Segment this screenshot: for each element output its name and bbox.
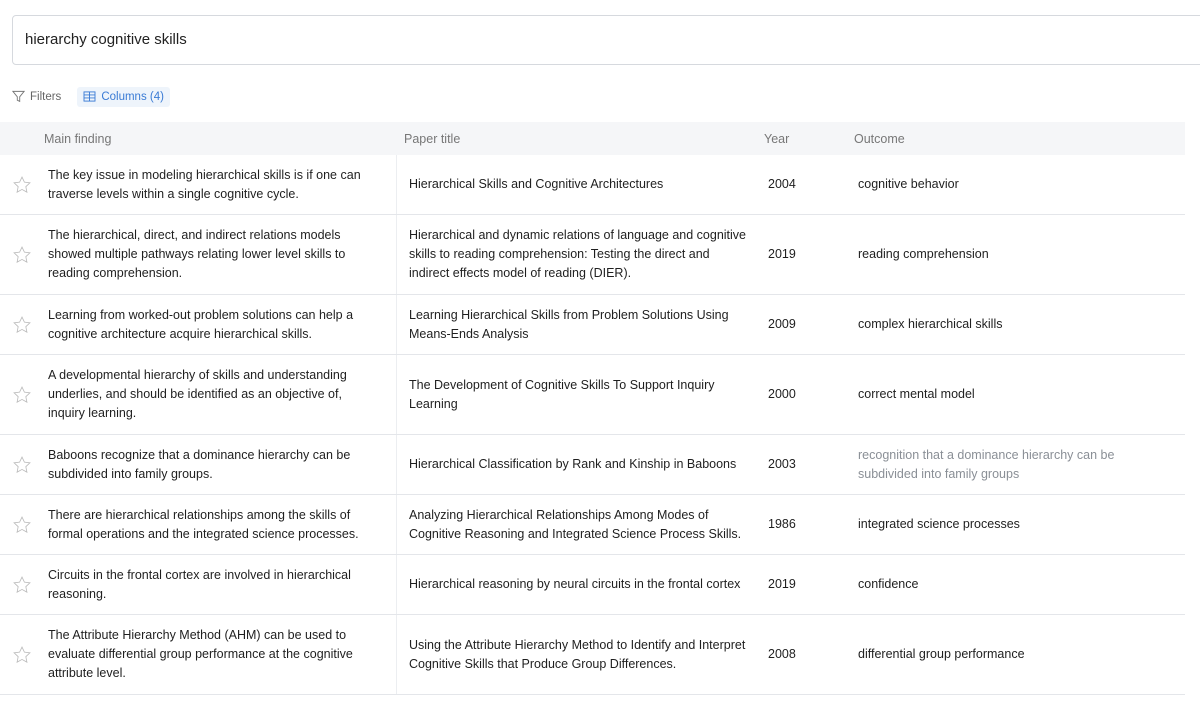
year: 2019 — [768, 577, 796, 591]
outcome: confidence — [858, 577, 919, 591]
header-outcome[interactable]: Outcome — [854, 131, 905, 146]
paper-title-text[interactable]: Using the Attribute Hierarchy Method to Identify and Interpret Cognitive Skills that Produce Group Differences. — [409, 637, 746, 671]
filters-button[interactable] — [12, 86, 67, 107]
table-row[interactable] — [0, 435, 1185, 495]
header-year[interactable]: Year — [764, 131, 790, 146]
star-button[interactable] — [0, 455, 44, 475]
star-button[interactable] — [0, 515, 44, 535]
paper-title-text[interactable]: Learning Hierarchical Skills from Problem Solutions Using Means-Ends Analysis — [409, 307, 729, 341]
year: 2003 — [768, 457, 796, 471]
outcome: complex hierarchical skills — [858, 317, 1003, 331]
star-icon — [12, 385, 32, 405]
table-row[interactable] — [0, 495, 1185, 555]
table-row[interactable] — [0, 155, 1185, 215]
year: 2004 — [768, 177, 796, 191]
main-finding: A developmental hierarchy of skills and understanding underlies, and should be identified as an objective of, inquiry learning. — [48, 368, 347, 420]
table-row[interactable] — [0, 215, 1185, 295]
paper-title[interactable] — [396, 495, 756, 554]
paper-title[interactable] — [396, 215, 756, 294]
year: 2019 — [768, 247, 796, 261]
table-row[interactable] — [0, 615, 1185, 695]
main-finding: The hierarchical, direct, and indirect relations models showed multiple pathways relating lower level skills to reading comprehension. — [48, 228, 346, 280]
outcome: cognitive behavior — [858, 177, 959, 191]
year: 2000 — [768, 387, 796, 401]
star-button[interactable] — [0, 645, 44, 665]
star-icon — [12, 315, 32, 335]
table-row[interactable] — [0, 555, 1185, 615]
table-header — [0, 122, 1185, 155]
paper-title-text[interactable]: Analyzing Hierarchical Relationships Among Modes of Cognitive Reasoning and Integrated Science Process Skills. — [409, 507, 742, 541]
star-button[interactable] — [0, 575, 44, 595]
table-body — [0, 155, 1185, 695]
main-finding: There are hierarchical relationships among the skills of formal operations and the integrated science processes. — [48, 507, 359, 541]
paper-title[interactable] — [396, 555, 756, 614]
columns-button[interactable] — [77, 87, 170, 107]
main-finding: The Attribute Hierarchy Method (AHM) can be used to evaluate differential group performance at the cognitive attribute level. — [48, 628, 353, 680]
star-icon — [12, 175, 32, 195]
search-input[interactable]: hierarchy cognitive skills — [12, 15, 1200, 65]
paper-title-text[interactable]: The Development of Cognitive Skills To Support Inquiry Learning — [409, 377, 715, 411]
header-main-finding[interactable]: Main finding — [44, 131, 112, 146]
year: 2008 — [768, 647, 796, 661]
outcome: recognition that a dominance hierarchy can be subdivided into family groups — [858, 447, 1115, 481]
paper-title[interactable] — [396, 155, 756, 214]
header-paper-title[interactable]: Paper title — [404, 131, 461, 146]
table-row[interactable] — [0, 295, 1185, 355]
filters-label: Filters — [30, 90, 62, 103]
year: 1986 — [768, 517, 796, 531]
toolbar — [12, 86, 170, 107]
paper-title[interactable] — [396, 295, 756, 354]
main-finding: Baboons recognize that a dominance hierarchy can be subdivided into family groups. — [48, 447, 351, 481]
star-icon — [12, 245, 32, 265]
paper-title-text[interactable]: Hierarchical Classification by Rank and Kinship in Baboons — [409, 457, 737, 471]
filter-icon — [12, 90, 25, 103]
star-icon — [12, 455, 32, 475]
paper-title-text[interactable]: Hierarchical Skills and Cognitive Architectures — [409, 177, 664, 191]
outcome: correct mental model — [858, 387, 975, 401]
outcome: differential group performance — [858, 647, 1025, 661]
outcome: integrated science processes — [858, 517, 1020, 531]
star-button[interactable] — [0, 175, 44, 195]
paper-title-text[interactable]: Hierarchical and dynamic relations of language and cognitive skills to reading comprehension: Testing the direct and indirect effects model of reading (DIER). — [409, 228, 747, 280]
outcome: reading comprehension — [858, 247, 989, 261]
paper-title[interactable] — [396, 435, 756, 494]
star-button[interactable] — [0, 245, 44, 265]
star-button[interactable] — [0, 385, 44, 405]
columns-label: Columns (4) — [101, 90, 164, 103]
main-finding: Learning from worked-out problem solutions can help a cognitive architecture acquire hierarchical skills. — [48, 307, 354, 341]
main-finding: The key issue in modeling hierarchical skills is if one can traverse levels within a single cognitive cycle. — [48, 167, 361, 201]
main-finding: Circuits in the frontal cortex are involved in hierarchical reasoning. — [48, 567, 351, 601]
paper-title[interactable] — [396, 355, 756, 434]
star-icon — [12, 575, 32, 595]
star-icon — [12, 515, 32, 535]
star-button[interactable] — [0, 315, 44, 335]
columns-icon — [83, 91, 96, 102]
paper-title[interactable] — [396, 615, 756, 694]
paper-title-text[interactable]: Hierarchical reasoning by neural circuits in the frontal cortex — [409, 577, 741, 591]
table-row[interactable] — [0, 355, 1185, 435]
year: 2009 — [768, 317, 796, 331]
results-table — [0, 122, 1185, 695]
star-icon — [12, 645, 32, 665]
